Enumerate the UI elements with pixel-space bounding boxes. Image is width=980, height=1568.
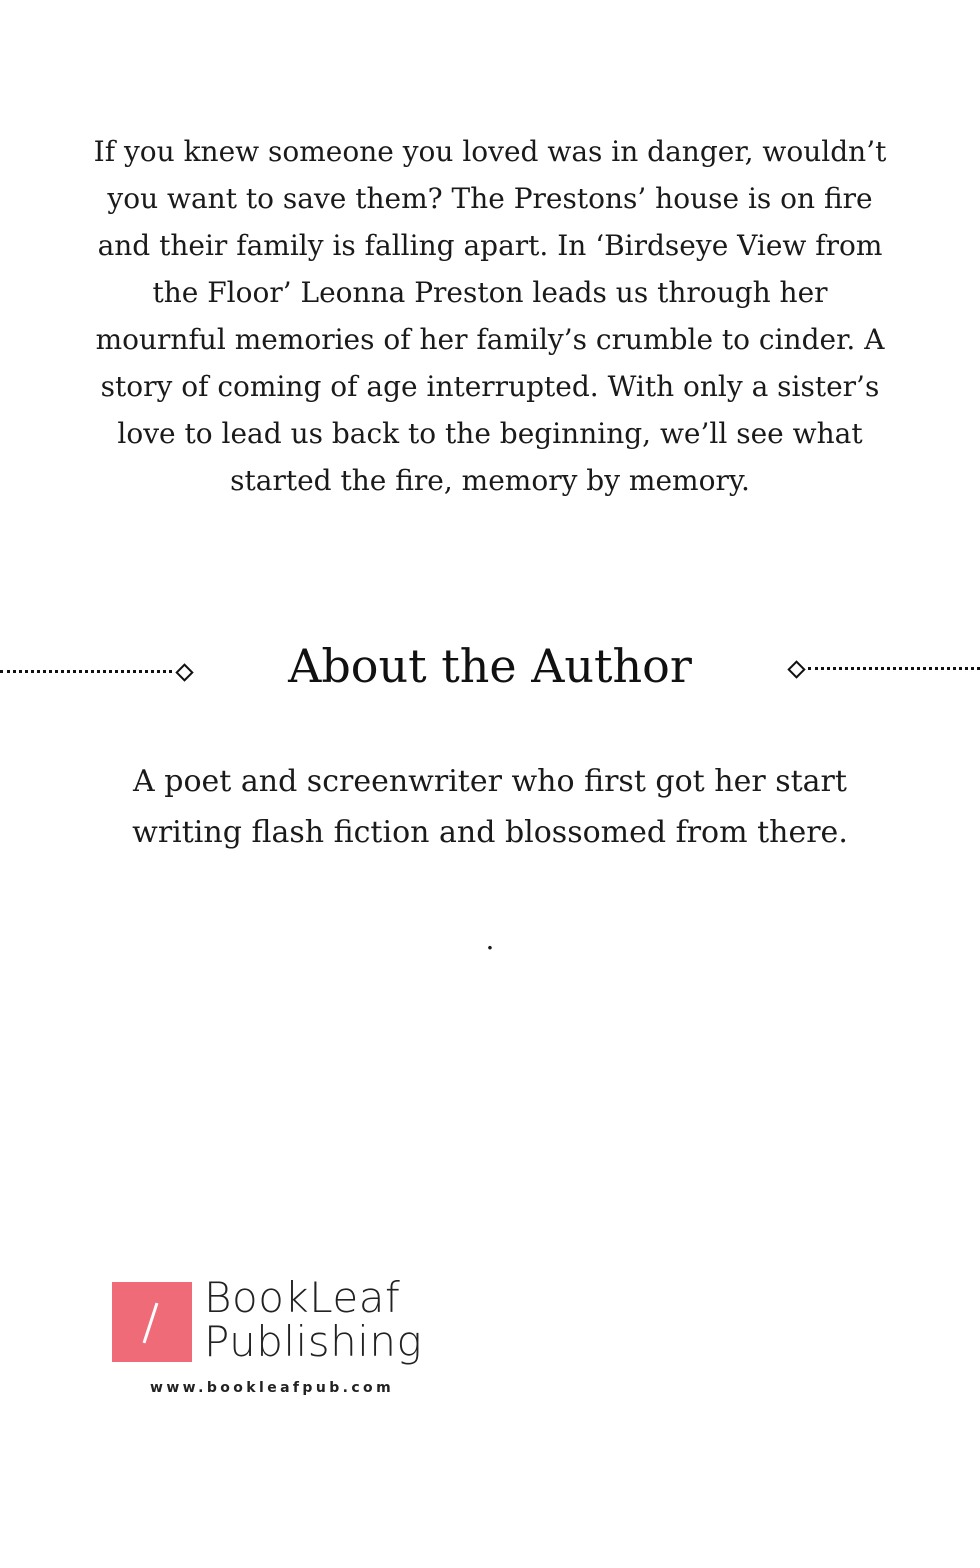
logo-brand-line2: Publishing <box>204 1317 423 1366</box>
dotted-divider-right <box>808 667 980 670</box>
logo-slash-mark <box>143 1303 159 1344</box>
trailing-period: . <box>485 923 495 956</box>
about-heading-row <box>0 630 980 710</box>
diamond-ornament-right-icon <box>787 660 805 678</box>
logo-slash-icon <box>112 1282 192 1362</box>
diamond-ornament-left-icon <box>175 663 193 681</box>
logo-brand-line1: BookLeaf <box>204 1273 401 1322</box>
author-bio: A poet and screenwriter who first got her start writing flash fiction and blossomed from there. <box>132 764 848 850</box>
publisher-logo <box>112 1273 423 1410</box>
dotted-divider-left <box>0 670 172 673</box>
book-blurb: If you knew someone you loved was in danger, wouldn’t you want to save them? The Prestons’ house is on fire and their family is falling apart. In ‘Birdseye View from the Floor’ Leonna Preston leads us through her mournful memories of her family’s crumble to cinder. A story of coming of age interrupted. With only a sister’s love to lead us back to the beginning, we’ll see what started the fire, memory by memory. <box>93 135 887 497</box>
about-author-heading: About the Author <box>288 639 692 693</box>
publisher-url: www.bookleafpub.com <box>150 1380 395 1396</box>
